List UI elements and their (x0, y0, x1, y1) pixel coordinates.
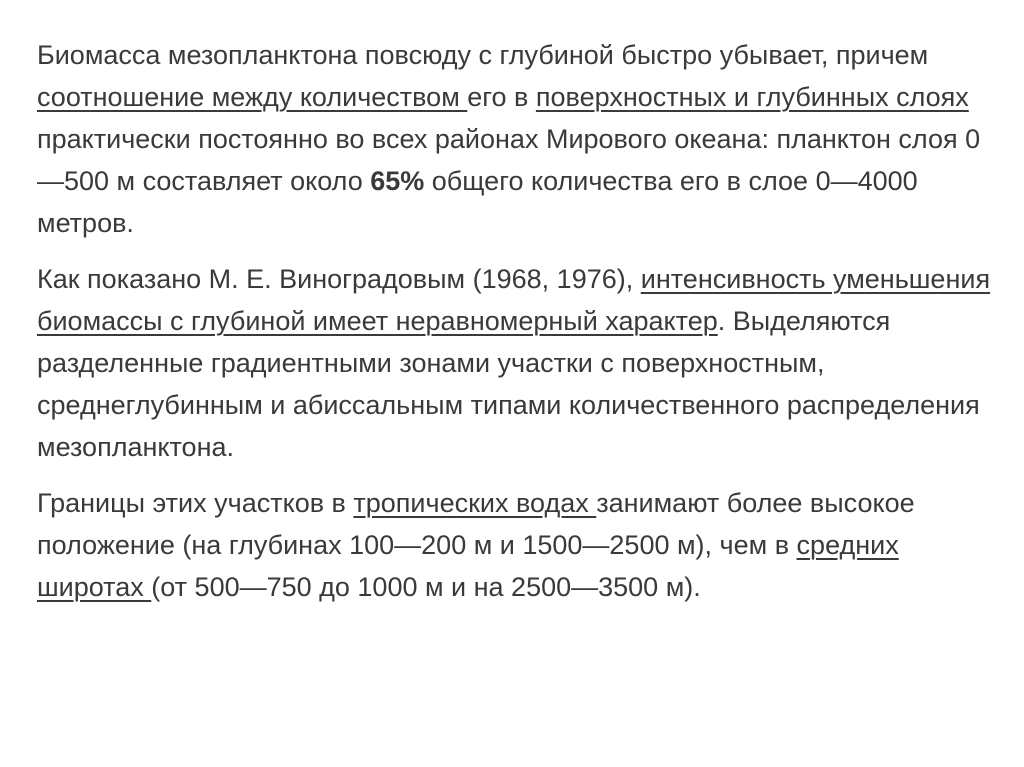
text-segment: практически постоянно во всех районах Мирового океана: планктон слоя 0—500 м составляет около (37, 124, 981, 196)
underlined-phrase-layers: поверхностных и глубинных слоях (535, 82, 969, 112)
bold-percentage: 65% (370, 166, 425, 196)
paragraph-vinogradov (37, 258, 997, 468)
underlined-phrase-ratio: соотношение между количеством (37, 82, 468, 112)
paragraph-biomass-decrease (37, 34, 997, 244)
text-segment: . Выделяются разделенные градиентными зонами участки с поверхностным, среднеглубинным и абиссальным типами количественного распределения мезопланктона. (37, 306, 980, 462)
paragraph-boundaries (37, 482, 997, 608)
text-segment: Биомасса мезопланктона повсюду с глубиной быстро убывает, причем (37, 40, 929, 70)
underlined-phrase-tropical-waters: тропических водах (353, 488, 597, 518)
text-segment: общего количества его в слое 0—4000 метров. (37, 166, 918, 238)
slide-body-text (37, 34, 997, 622)
text-segment: Границы этих участков в (37, 488, 354, 518)
underlined-phrase-mid-latitudes: средних широтах (37, 530, 899, 602)
underlined-phrase-intensity: интенсивность уменьшения биомассы с глубиной имеет неравномерный характер (37, 264, 991, 336)
text-segment: занимают более высокое положение (на глубинах 100—200 м и 1500—2500 м), чем в (37, 488, 915, 560)
text-segment: его в (467, 82, 536, 112)
text-segment: Как показано М. Е. Виноградовым (1968, 1976), (37, 264, 641, 294)
text-segment: (от 500—750 до 1000 м и на 2500—3500 м). (151, 572, 701, 602)
